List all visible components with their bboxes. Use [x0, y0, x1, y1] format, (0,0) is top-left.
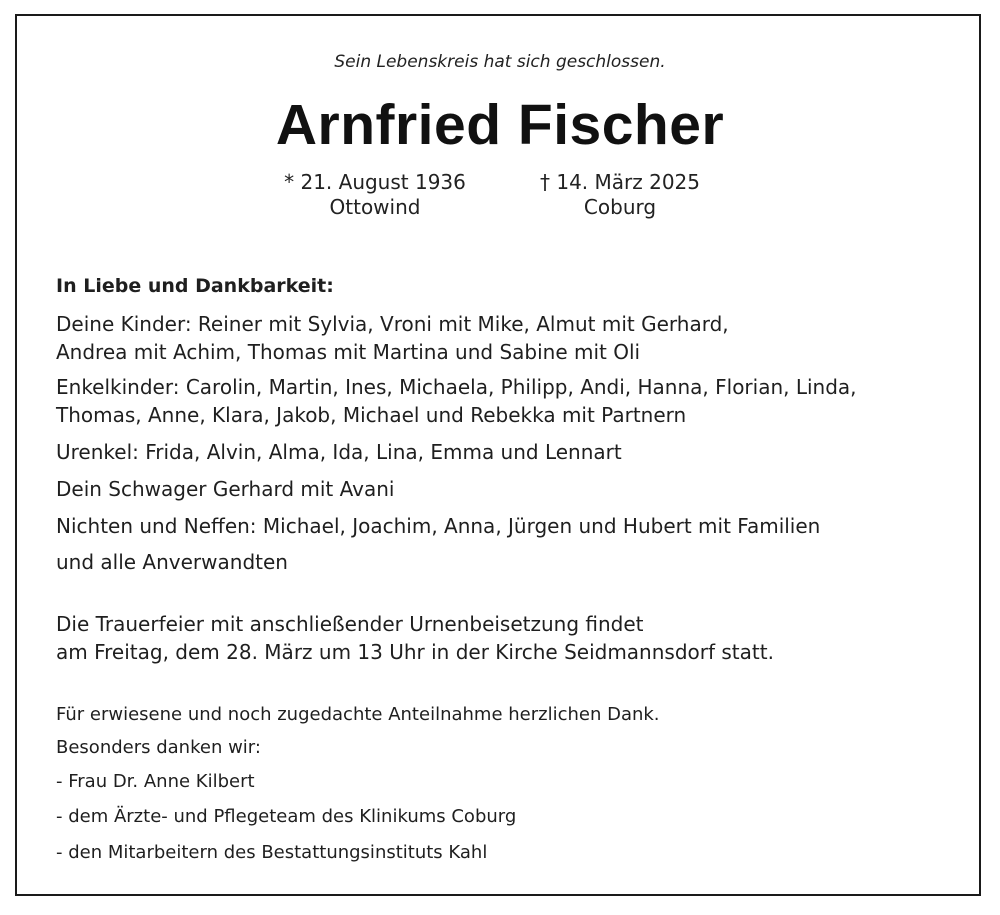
thanks-item-2: - dem Ärzte- und Pflegeteam des Klinikums Coburg	[56, 806, 517, 827]
children-list	[56, 310, 966, 366]
children-line-2: Andrea mit Achim, Thomas mit Martina und Sabine mit Oli	[56, 340, 641, 364]
children-line-1: Deine Kinder: Reiner mit Sylvia, Vroni mit Mike, Almut mit Gerhard,	[56, 312, 729, 336]
grandchildren-list	[56, 373, 966, 429]
death-info	[540, 170, 700, 220]
mourners-heading: In Liebe und Dankbarkeit:	[56, 275, 334, 297]
birth-place: Ottowind	[329, 195, 421, 219]
death-place: Coburg	[583, 195, 657, 219]
motto: Sein Lebenskreis hat sich geschlossen.	[334, 52, 666, 72]
birth-info	[255, 170, 495, 220]
deceased-name: Arnfried Fischer	[275, 93, 725, 157]
grandchildren-line-1: Enkelkinder: Carolin, Martin, Ines, Michaela, Philipp, Andi, Hanna, Florian, Linda,	[56, 375, 857, 399]
thanks-item-3: - den Mitarbeitern des Bestattungsinstituts Kahl	[56, 842, 488, 863]
thanks-line-2: Besonders danken wir:	[56, 737, 261, 758]
nieces-nephews-line: Nichten und Neffen: Michael, Joachim, Anna, Jürgen und Hubert mit Familien	[56, 514, 821, 538]
thanks-item-1: - Frau Dr. Anne Kilbert	[56, 771, 255, 792]
birth-date: * 21. August 1936	[284, 170, 466, 194]
great-grandchildren-line: Urenkel: Frida, Alvin, Alma, Ida, Lina, Emma und Lennart	[56, 440, 622, 464]
death-date: † 14. März 2025	[540, 170, 701, 194]
service-line-2: am Freitag, dem 28. März um 13 Uhr in der Kirche Seidmannsdorf statt.	[56, 640, 774, 664]
thanks-line-1: Für erwiesene und noch zugedachte Anteilnahme herzlichen Dank.	[56, 704, 660, 725]
brother-in-law-line: Dein Schwager Gerhard mit Avani	[56, 477, 395, 501]
grandchildren-line-2: Thomas, Anne, Klara, Jakob, Michael und Rebekka mit Partnern	[56, 403, 687, 427]
service-line-1: Die Trauerfeier mit anschließender Urnenbeisetzung findet	[56, 612, 644, 636]
service-info	[56, 610, 966, 666]
relatives-line: und alle Anverwandten	[56, 550, 288, 574]
